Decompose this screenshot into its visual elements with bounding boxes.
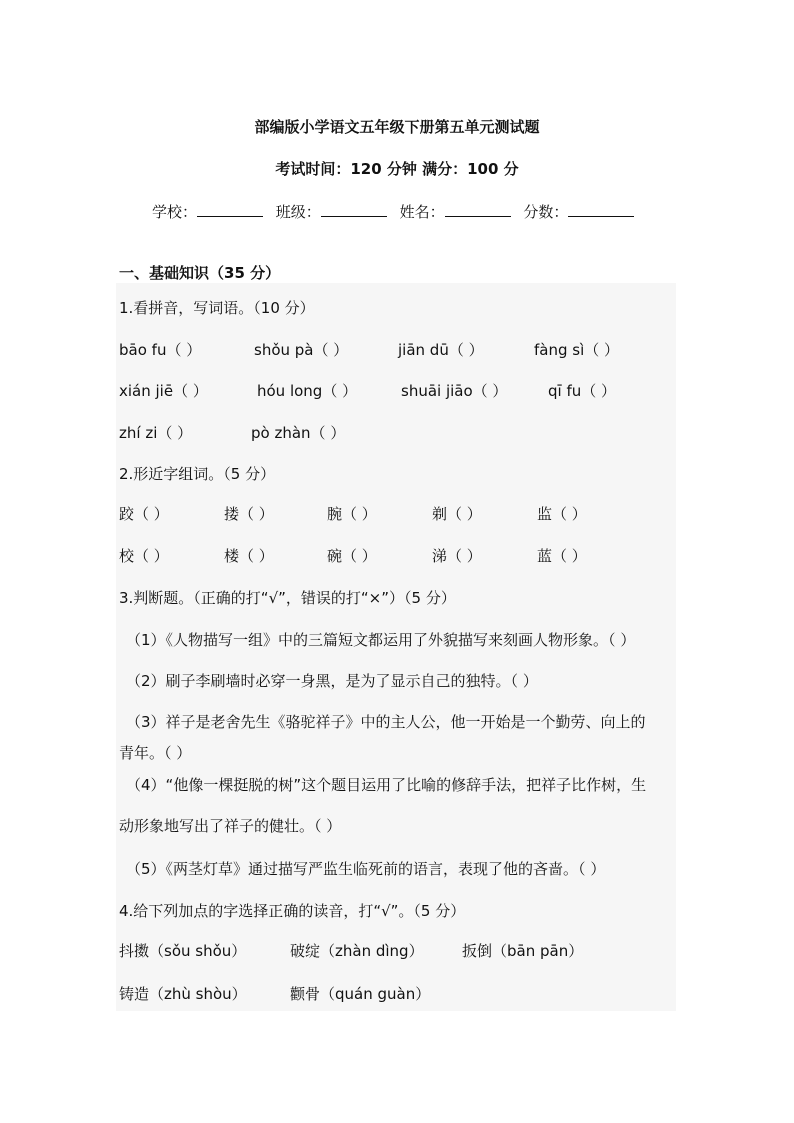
q4-item: 铸造（zhù shòu） [119,985,247,1003]
q1-title: 1.看拼音，写词语。（10 分） [119,299,315,317]
q2-title: 2.形近字组词。（5 分） [119,465,276,483]
name-label: 姓名： [399,203,445,221]
name-field[interactable] [445,202,511,217]
q1-item: qī fu（ ） [548,382,617,400]
score-field[interactable] [568,202,634,217]
q1-item: zhí zi（ ） [119,424,193,442]
q3-statement: （5）《两茎灯草》通过描写严监生临死前的语言，表现了他的吝啬。（ ） [126,860,606,878]
q1-item: pò zhàn（ ） [251,424,346,442]
q2-item: 搂（ ） [224,505,274,523]
q1-item: shǒu pà（ ） [254,341,349,359]
q3-statement: （3）祥子是老舍先生《骆驼祥子》中的主人公，他一开始是一个勤劳、向上的 [126,713,646,731]
q3-statement: （2）刷子李刷墙时必穿一身黑，是为了显示自己的独特。（ ） [126,672,538,690]
school-field[interactable] [197,202,263,217]
q3-statement: （4）“他像一棵挺脱的树”这个题目运用了比喻的修辞手法，把祥子比作树，生 [126,776,647,794]
class-field[interactable] [321,202,387,217]
q4-title: 4.给下列加点的字选择正确的读音，打“√”。（5 分） [119,902,466,920]
q3-statement-cont: 动形象地写出了祥子的健壮。（ ） [119,817,342,835]
q2-item: 跤（ ） [119,505,169,523]
q1-item: jiān dū（ ） [398,341,484,359]
q2-item: 监（ ） [537,505,587,523]
q2-item: 校（ ） [119,547,169,565]
page-title: 部编版小学语文五年级下册第五单元测试题 [254,118,540,136]
q2-item: 涕（ ） [432,547,482,565]
student-info-row [152,201,642,222]
q4-item: 破绽（zhàn dìng） [290,942,424,960]
school-label: 学校： [152,203,198,221]
q3-title: 3.判断题。（正确的打“√”，错误的打“×”）（5 分） [119,589,456,607]
q3-statement: （1）《人物描写一组》中的三篇短文都运用了外貌描写来刻画人物形象。（ ） [126,631,636,649]
q4-item: 颧骨（quán guàn） [290,985,431,1003]
score-label: 分数： [523,203,569,221]
exam-info: 考试时间：120 分钟 满分：100 分 [275,160,519,178]
q1-item: xián jiē（ ） [119,382,208,400]
q2-item: 剃（ ） [432,505,482,523]
q2-item: 腕（ ） [327,505,377,523]
q2-item: 碗（ ） [327,547,377,565]
q1-item: shuāi jiāo（ ） [401,382,508,400]
q4-item: 抖擞（sǒu shǒu） [119,942,247,960]
section-heading: 一、基础知识（35 分） [119,264,281,282]
q2-item: 楼（ ） [224,547,274,565]
q1-item: hóu long（ ） [257,382,358,400]
q1-item: bāo fu（ ） [119,341,202,359]
q4-item: 扳倒（bān pān） [462,942,584,960]
q3-statement-cont: 青年。（ ） [119,744,192,762]
q1-item: fàng sì（ ） [534,341,620,359]
q2-item: 蓝（ ） [537,547,587,565]
class-label: 班级： [275,203,321,221]
